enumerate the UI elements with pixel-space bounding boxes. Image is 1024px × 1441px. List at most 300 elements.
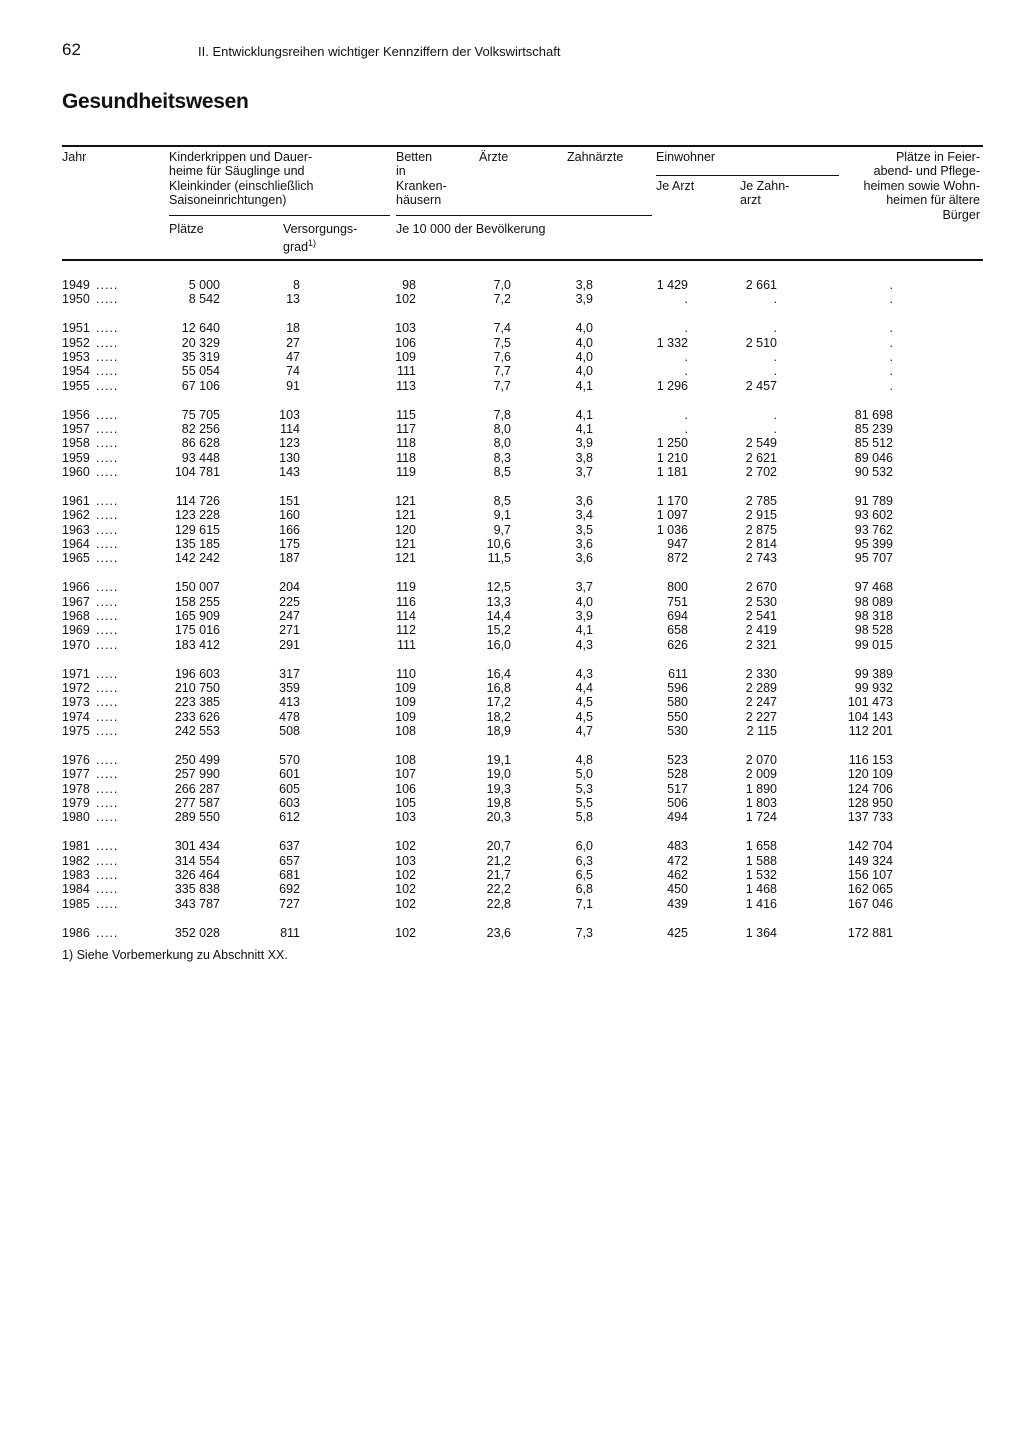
- cell-betten: 111: [396, 364, 416, 379]
- table-row: [0, 839, 1024, 853]
- cell-year: 1967: [62, 594, 90, 609]
- cell-plaetze: 352 028: [174, 925, 220, 940]
- cell-je-zahnarzt: 2 227: [745, 709, 777, 724]
- cell-versorgungsgrad: 637: [279, 839, 300, 854]
- cell-je-arzt: 530: [667, 724, 688, 739]
- cell-je-zahnarzt: 2 510: [745, 335, 777, 350]
- row-group: [0, 926, 1024, 940]
- cell-year: 1971: [62, 666, 90, 681]
- cell-je-arzt: 1 429: [656, 278, 688, 292]
- cell-versorgungsgrad: 91: [286, 378, 300, 393]
- leader-dots: .....: [96, 551, 119, 566]
- cell-zahnaerzte: 3,6: [575, 551, 593, 566]
- cell-versorgungsgrad: 143: [279, 465, 300, 480]
- leader-dots: .....: [96, 292, 119, 307]
- cell-je-arzt: 528: [667, 767, 688, 782]
- cell-versorgungsgrad: 317: [279, 666, 300, 681]
- leader-dots: .....: [96, 796, 119, 811]
- cell-betten: 109: [395, 695, 416, 710]
- cell-year: 1985: [62, 896, 90, 911]
- cell-betten: 121: [395, 551, 416, 566]
- cell-feierabendheime: 162 065: [847, 882, 893, 897]
- cell-betten: 102: [395, 839, 416, 854]
- cell-aerzte: 8,5: [493, 493, 511, 508]
- cell-feierabendheime: 99 389: [854, 666, 893, 681]
- cell-aerzte: 22,2: [486, 882, 511, 897]
- footnote: 1) Siehe Vorbemerkung zu Abschnitt XX.: [62, 948, 288, 962]
- cell-betten: 120: [395, 522, 416, 537]
- table-row: [0, 897, 1024, 911]
- cell-aerzte: 23,6: [486, 925, 511, 940]
- cell-versorgungsgrad: 187: [279, 551, 300, 566]
- cell-aerzte: 21,2: [486, 853, 511, 868]
- header-je-arzt: Je Arzt: [656, 179, 695, 193]
- table-row: [0, 508, 1024, 522]
- cell-versorgungsgrad: 166: [279, 522, 300, 537]
- cell-betten: 102: [395, 896, 416, 911]
- cell-je-zahnarzt: 2 743: [745, 551, 777, 566]
- cell-betten: 116: [396, 594, 416, 609]
- cell-je-zahnarzt: 2 419: [745, 623, 777, 638]
- cell-versorgungsgrad: 13: [286, 292, 300, 307]
- cell-feierabendheime: .: [889, 364, 893, 379]
- cell-zahnaerzte: 6,8: [575, 882, 593, 897]
- table-row: [0, 551, 1024, 565]
- cell-zahnaerzte: 4,1: [575, 407, 593, 422]
- cell-zahnaerzte: 5,3: [575, 781, 593, 796]
- leader-dots: .....: [96, 767, 119, 782]
- leader-dots: .....: [96, 839, 119, 854]
- cell-zahnaerzte: 3,9: [575, 436, 593, 451]
- cell-versorgungsgrad: 612: [279, 810, 300, 825]
- cell-versorgungsgrad: 8: [293, 278, 300, 292]
- leader-dots: .....: [96, 378, 119, 393]
- table-row: [0, 580, 1024, 594]
- table-row: [0, 408, 1024, 422]
- cell-feierabendheime: .: [889, 378, 893, 393]
- cell-je-zahnarzt: 2 814: [745, 537, 777, 552]
- cell-plaetze: 5 000: [188, 278, 220, 292]
- table-row: [0, 465, 1024, 479]
- cell-je-arzt: 472: [667, 853, 688, 868]
- header-betten: Betten in Kranken- häusern: [396, 150, 447, 208]
- cell-je-arzt: .: [684, 349, 688, 364]
- cell-feierabendheime: 95 399: [854, 537, 893, 552]
- table-body: [0, 278, 1024, 954]
- cell-plaetze: 123 228: [174, 508, 220, 523]
- cell-year: 1962: [62, 508, 90, 523]
- leader-dots: .....: [96, 695, 119, 710]
- leader-dots: .....: [96, 407, 119, 422]
- cell-versorgungsgrad: 151: [279, 493, 300, 508]
- cell-plaetze: 12 640: [181, 321, 220, 336]
- cell-versorgungsgrad: 359: [279, 680, 300, 695]
- cell-versorgungsgrad: 657: [279, 853, 300, 868]
- cell-feierabendheime: 98 318: [854, 608, 893, 623]
- cell-plaetze: 55 054: [181, 364, 220, 379]
- cell-je-arzt: 439: [667, 896, 688, 911]
- cell-zahnaerzte: 4,1: [575, 421, 593, 436]
- cell-year: 1952: [62, 335, 90, 350]
- cell-zahnaerzte: 5,5: [575, 796, 593, 811]
- leader-dots: .....: [96, 925, 119, 940]
- kinderkrippen-rule: [169, 215, 390, 216]
- cell-feierabendheime: 99 015: [854, 637, 893, 652]
- cell-betten: 121: [395, 537, 416, 552]
- row-group: [0, 839, 1024, 911]
- cell-year: 1957: [62, 421, 90, 436]
- cell-feierabendheime: 137 733: [847, 810, 893, 825]
- leader-dots: .....: [96, 493, 119, 508]
- cell-plaetze: 135 185: [174, 537, 220, 552]
- cell-je-arzt: 626: [667, 637, 688, 652]
- cell-year: 1970: [62, 637, 90, 652]
- cell-je-arzt: 596: [667, 680, 688, 695]
- cell-je-arzt: 611: [668, 666, 688, 681]
- section-title: Gesundheitswesen: [62, 90, 249, 113]
- cell-versorgungsgrad: 811: [280, 925, 300, 940]
- cell-zahnaerzte: 6,3: [575, 853, 593, 868]
- header-zahnaerzte: Zahnärzte: [567, 150, 624, 164]
- cell-year: 1960: [62, 465, 90, 480]
- cell-je-arzt: 872: [667, 551, 688, 566]
- row-group: [0, 408, 1024, 480]
- leader-dots: .....: [96, 896, 119, 911]
- cell-aerzte: 17,2: [486, 695, 511, 710]
- header-versorgungsgrad: [283, 222, 357, 255]
- cell-je-arzt: 1 181: [656, 465, 688, 480]
- cell-versorgungsgrad: 130: [279, 450, 300, 465]
- leader-dots: .....: [96, 637, 119, 652]
- cell-betten: 109: [395, 709, 416, 724]
- cell-aerzte: 21,7: [486, 868, 511, 883]
- cell-versorgungsgrad: 601: [279, 767, 300, 782]
- cell-aerzte: 8,0: [493, 436, 511, 451]
- cell-je-arzt: 1 296: [656, 378, 688, 393]
- cell-feierabendheime: 120 109: [847, 767, 893, 782]
- cell-versorgungsgrad: 271: [279, 623, 300, 638]
- cell-versorgungsgrad: 175: [279, 537, 300, 552]
- cell-zahnaerzte: 4,3: [575, 666, 593, 681]
- cell-plaetze: 257 990: [174, 767, 220, 782]
- cell-aerzte: 9,1: [493, 508, 511, 523]
- cell-versorgungsgrad: 160: [279, 508, 300, 523]
- header-bottom-rule: [62, 259, 983, 261]
- cell-aerzte: 14,4: [486, 608, 511, 623]
- cell-zahnaerzte: 6,5: [575, 868, 593, 883]
- cell-je-zahnarzt: 2 541: [745, 608, 777, 623]
- cell-aerzte: 9,7: [493, 522, 511, 537]
- cell-betten: 121: [395, 508, 416, 523]
- leader-dots: .....: [96, 781, 119, 796]
- header-aerzte: Ärzte: [479, 150, 509, 164]
- header-versorgungsgrad-label: Versorgungs- grad: [283, 222, 358, 255]
- table-row: [0, 595, 1024, 609]
- cell-je-arzt: .: [684, 292, 688, 307]
- cell-aerzte: 19,3: [486, 781, 511, 796]
- cell-betten: 119: [396, 465, 416, 480]
- cell-feierabendheime: 95 707: [854, 551, 893, 566]
- table-row: [0, 868, 1024, 882]
- cell-je-zahnarzt: 2 621: [745, 450, 777, 465]
- table-row: [0, 278, 1024, 292]
- cell-betten: 102: [395, 925, 416, 940]
- cell-zahnaerzte: 3,9: [575, 292, 593, 307]
- cell-je-zahnarzt: 1 890: [745, 781, 777, 796]
- cell-je-arzt: 517: [667, 781, 688, 796]
- cell-feierabendheime: 99 932: [854, 680, 893, 695]
- cell-betten: 105: [395, 796, 416, 811]
- cell-plaetze: 289 550: [174, 810, 220, 825]
- cell-zahnaerzte: 3,5: [575, 522, 593, 537]
- cell-je-zahnarzt: 1 803: [745, 796, 777, 811]
- cell-year: 1966: [62, 580, 90, 595]
- cell-je-arzt: 1 036: [656, 522, 688, 537]
- table-row: [0, 854, 1024, 868]
- cell-betten: 106: [395, 781, 416, 796]
- cell-year: 1955: [62, 378, 90, 393]
- cell-versorgungsgrad: 727: [279, 896, 300, 911]
- cell-plaetze: 93 448: [181, 450, 220, 465]
- cell-year: 1961: [62, 493, 90, 508]
- cell-feierabendheime: 85 239: [854, 421, 893, 436]
- footnote-marker: 1): [308, 238, 317, 249]
- cell-plaetze: 114 726: [175, 493, 220, 508]
- leader-dots: .....: [96, 623, 119, 638]
- cell-aerzte: 16,0: [486, 637, 511, 652]
- cell-betten: 113: [396, 378, 416, 393]
- cell-year: 1958: [62, 436, 90, 451]
- header-feierabend: Plätze in Feier- abend- und Pflege- heimen sowie Wohn- heimen für ältere Bürger: [863, 150, 980, 222]
- cell-plaetze: 129 615: [174, 522, 220, 537]
- cell-aerzte: 18,9: [486, 724, 511, 739]
- cell-je-arzt: 1 170: [656, 493, 688, 508]
- cell-year: 1983: [62, 868, 90, 883]
- cell-je-zahnarzt: 2 549: [745, 436, 777, 451]
- cell-year: 1964: [62, 537, 90, 552]
- cell-feierabendheime: 98 528: [854, 623, 893, 638]
- cell-versorgungsgrad: 413: [279, 695, 300, 710]
- table-row: [0, 494, 1024, 508]
- cell-feierabendheime: 90 532: [854, 465, 893, 480]
- leader-dots: .....: [96, 853, 119, 868]
- cell-versorgungsgrad: 478: [279, 709, 300, 724]
- cell-year: 1949: [62, 278, 90, 292]
- cell-betten: 108: [395, 752, 416, 767]
- cell-zahnaerzte: 3,6: [575, 537, 593, 552]
- cell-plaetze: 104 781: [174, 465, 220, 480]
- cell-je-arzt: 1 097: [656, 508, 688, 523]
- cell-aerzte: 7,7: [493, 378, 511, 393]
- cell-plaetze: 196 603: [174, 666, 220, 681]
- cell-aerzte: 18,2: [486, 709, 511, 724]
- cell-zahnaerzte: 4,0: [575, 321, 593, 336]
- cell-aerzte: 7,2: [493, 292, 511, 307]
- cell-feierabendheime: .: [889, 292, 893, 307]
- cell-je-arzt: 1 250: [656, 436, 688, 451]
- cell-je-zahnarzt: 2 670: [745, 580, 777, 595]
- cell-zahnaerzte: 4,1: [575, 623, 593, 638]
- table-row: [0, 724, 1024, 738]
- cell-year: 1986: [62, 925, 90, 940]
- cell-betten: 98: [402, 278, 416, 292]
- cell-aerzte: 22,8: [486, 896, 511, 911]
- table-row: [0, 451, 1024, 465]
- cell-versorgungsgrad: 114: [280, 421, 300, 436]
- leader-dots: .....: [96, 321, 119, 336]
- cell-feierabendheime: 89 046: [854, 450, 893, 465]
- leader-dots: .....: [96, 868, 119, 883]
- cell-je-zahnarzt: 2 321: [745, 637, 777, 652]
- cell-feierabendheime: 101 473: [847, 695, 893, 710]
- cell-year: 1973: [62, 695, 90, 710]
- cell-plaetze: 335 838: [174, 882, 220, 897]
- cell-year: 1951: [62, 321, 90, 336]
- cell-plaetze: 82 256: [181, 421, 220, 436]
- cell-je-arzt: 425: [667, 925, 688, 940]
- cell-feierabendheime: 172 881: [847, 925, 893, 940]
- cell-aerzte: 8,0: [493, 421, 511, 436]
- table-row: [0, 523, 1024, 537]
- cell-versorgungsgrad: 508: [279, 724, 300, 739]
- cell-je-zahnarzt: 2 457: [745, 378, 777, 393]
- table-row: [0, 609, 1024, 623]
- cell-aerzte: 7,4: [493, 321, 511, 336]
- cell-feierabendheime: 97 468: [854, 580, 893, 595]
- cell-feierabendheime: 116 153: [848, 752, 893, 767]
- bevoelkerung-rule: [396, 215, 652, 216]
- cell-year: 1978: [62, 781, 90, 796]
- table-row: [0, 364, 1024, 378]
- cell-je-zahnarzt: 2 070: [745, 752, 777, 767]
- table-row: [0, 782, 1024, 796]
- cell-zahnaerzte: 4,3: [575, 637, 593, 652]
- cell-je-arzt: .: [684, 407, 688, 422]
- cell-betten: 103: [395, 810, 416, 825]
- cell-year: 1968: [62, 608, 90, 623]
- cell-versorgungsgrad: 74: [286, 364, 300, 379]
- cell-je-arzt: 580: [667, 695, 688, 710]
- cell-plaetze: 314 554: [174, 853, 220, 868]
- row-group: [0, 494, 1024, 566]
- leader-dots: .....: [96, 364, 119, 379]
- table-row: [0, 882, 1024, 896]
- table-row: [0, 350, 1024, 364]
- cell-plaetze: 242 553: [174, 724, 220, 739]
- header-einwohner: Einwohner: [656, 150, 716, 164]
- cell-year: 1959: [62, 450, 90, 465]
- table-row: [0, 695, 1024, 709]
- cell-plaetze: 183 412: [174, 637, 220, 652]
- cell-plaetze: 165 909: [174, 608, 220, 623]
- cell-feierabendheime: 93 762: [854, 522, 893, 537]
- cell-betten: 108: [395, 724, 416, 739]
- cell-feierabendheime: 98 089: [854, 594, 893, 609]
- cell-aerzte: 13,3: [486, 594, 511, 609]
- cell-betten: 106: [395, 335, 416, 350]
- cell-betten: 118: [396, 450, 416, 465]
- cell-versorgungsgrad: 247: [279, 608, 300, 623]
- cell-versorgungsgrad: 603: [279, 796, 300, 811]
- cell-versorgungsgrad: 692: [279, 882, 300, 897]
- leader-dots: .....: [96, 508, 119, 523]
- cell-aerzte: 11,5: [487, 551, 511, 566]
- cell-year: 1980: [62, 810, 90, 825]
- cell-je-zahnarzt: 2 915: [745, 508, 777, 523]
- cell-je-arzt: 462: [667, 868, 688, 883]
- table-row: [0, 926, 1024, 940]
- cell-feierabendheime: 149 324: [847, 853, 893, 868]
- table-row: [0, 796, 1024, 810]
- cell-feierabendheime: .: [889, 278, 893, 292]
- cell-plaetze: 150 007: [174, 580, 220, 595]
- cell-betten: 119: [396, 580, 416, 595]
- cell-zahnaerzte: 4,4: [575, 680, 593, 695]
- cell-je-arzt: 751: [667, 594, 688, 609]
- cell-year: 1953: [62, 349, 90, 364]
- cell-je-zahnarzt: 2 785: [745, 493, 777, 508]
- cell-plaetze: 175 016: [174, 623, 220, 638]
- cell-plaetze: 86 628: [181, 436, 220, 451]
- cell-je-zahnarzt: 2 289: [745, 680, 777, 695]
- cell-je-arzt: .: [684, 421, 688, 436]
- cell-zahnaerzte: 3,4: [575, 508, 593, 523]
- cell-je-zahnarzt: 1 588: [745, 853, 777, 868]
- cell-plaetze: 343 787: [174, 896, 220, 911]
- cell-zahnaerzte: 4,0: [575, 594, 593, 609]
- leader-dots: .....: [96, 465, 119, 480]
- table-row: [0, 537, 1024, 551]
- top-rule: [62, 145, 983, 147]
- row-group: [0, 667, 1024, 739]
- leader-dots: .....: [96, 421, 119, 436]
- cell-year: 1976: [62, 752, 90, 767]
- cell-betten: 115: [396, 407, 416, 422]
- leader-dots: .....: [96, 580, 119, 595]
- cell-plaetze: 250 499: [174, 752, 220, 767]
- cell-je-zahnarzt: 2 009: [745, 767, 777, 782]
- cell-plaetze: 266 287: [174, 781, 220, 796]
- cell-je-zahnarzt: 2 530: [745, 594, 777, 609]
- table-row: [0, 667, 1024, 681]
- cell-zahnaerzte: 6,0: [575, 839, 593, 854]
- cell-je-arzt: 1 332: [656, 335, 688, 350]
- header-je-zahnarzt: Je Zahn- arzt: [740, 179, 790, 208]
- cell-je-arzt: 658: [667, 623, 688, 638]
- cell-plaetze: 158 255: [174, 594, 220, 609]
- row-group: [0, 753, 1024, 825]
- cell-aerzte: 7,8: [493, 407, 511, 422]
- cell-year: 1954: [62, 364, 90, 379]
- cell-feierabendheime: 91 789: [854, 493, 893, 508]
- cell-aerzte: 15,2: [486, 623, 511, 638]
- cell-zahnaerzte: 4,0: [575, 364, 593, 379]
- cell-feierabendheime: 156 107: [847, 868, 893, 883]
- cell-je-zahnarzt: 2 661: [745, 278, 777, 292]
- cell-betten: 107: [395, 767, 416, 782]
- cell-aerzte: 8,3: [493, 450, 511, 465]
- cell-versorgungsgrad: 47: [286, 349, 300, 364]
- cell-aerzte: 19,0: [486, 767, 511, 782]
- table-row: [0, 436, 1024, 450]
- cell-je-arzt: .: [684, 364, 688, 379]
- table-row: [0, 379, 1024, 393]
- cell-plaetze: 8 542: [188, 292, 220, 307]
- cell-year: 1984: [62, 882, 90, 897]
- cell-feierabendheime: 104 143: [847, 709, 893, 724]
- table-row: [0, 681, 1024, 695]
- page-number: 62: [62, 40, 81, 59]
